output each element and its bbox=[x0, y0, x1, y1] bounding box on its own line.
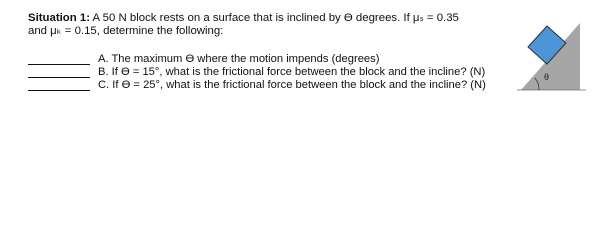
situation-label: Situation 1: bbox=[28, 12, 91, 24]
angle-label: θ bbox=[544, 72, 550, 82]
statement-line-1: A 50 N block rests on a surface that is inclined by ϴ degrees. If μₛ = 0.35 bbox=[90, 12, 459, 24]
question-c-text: C. If ϴ = 25°, what is the frictional force between the block and the incline? (N) bbox=[98, 79, 486, 91]
question-list bbox=[28, 53, 498, 91]
answer-blank-c bbox=[28, 79, 90, 91]
answer-blank-a bbox=[28, 53, 90, 65]
question-c bbox=[28, 79, 498, 91]
question-b bbox=[28, 66, 498, 78]
statement-line-2: and μₖ = 0.15, determine the following: bbox=[28, 25, 224, 37]
question-a bbox=[28, 53, 498, 65]
incline-diagram bbox=[508, 18, 588, 100]
problem-block bbox=[28, 12, 498, 91]
problem-statement bbox=[28, 12, 498, 38]
question-b-text: B. If ϴ = 15°, what is the frictional force between the block and the incline? (N) bbox=[98, 66, 486, 78]
answer-blank-b bbox=[28, 66, 90, 78]
question-a-text: A. The maximum ϴ where the motion impends (degrees) bbox=[98, 53, 380, 65]
